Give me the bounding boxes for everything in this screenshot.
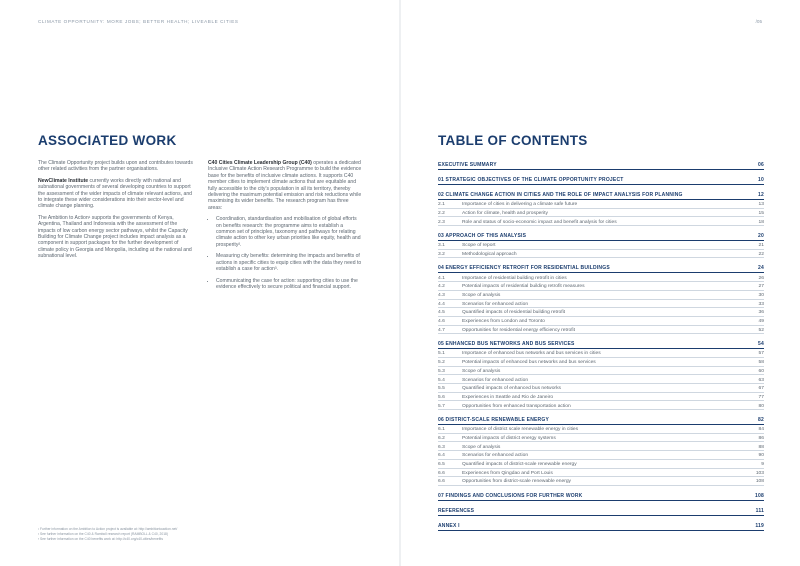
toc-entry-page: 60 [758,368,764,374]
toc-entry-num: 4.2 [438,284,445,290]
toc-section[interactable] [438,263,764,273]
toc-entry-num: 6.4 [438,453,445,459]
c40-bullet-list [208,216,363,290]
toc-entry-page: 57 [758,351,764,357]
toc-entry-title: Quantified impacts of residential building retrofit [462,310,566,316]
toc-section-title: 04 ENERGY EFFICIENCY RETROFIT FOR RESIDENTIAL BUILDINGS [438,265,610,272]
toc-section-page: 12 [758,192,764,198]
toc-entry[interactable] [438,326,764,335]
toc-entry[interactable] [438,250,764,259]
table-of-contents [438,160,764,531]
toc-entry-page: 58 [758,360,764,366]
toc-section-title: 03 APPROACH OF THIS ANALYSIS [438,233,527,240]
toc-entry-page: 49 [758,319,764,325]
toc-entry-num: 4.6 [438,319,445,325]
toc-section-page: 10 [758,177,764,183]
toc-entry-num: 5.1 [438,351,445,357]
toc-entry-page: 9 [761,462,764,467]
bullet-item: • Measuring city benefits: determining the impacts and benefits of actions in specific cities to equip cities with the data they need to establish a case for action³. [216,253,363,272]
toc-entry[interactable] [438,384,764,393]
toc-entry-page: 63 [758,377,764,383]
toc-entry-page: 22 [758,251,764,257]
toc-entry-page: 36 [758,310,764,316]
toc-entry[interactable] [438,451,764,460]
toc-entry-page: 52 [758,327,764,333]
toc-entry-num: 5.5 [438,386,445,392]
toc-entry[interactable] [438,358,764,367]
toc-section-page: 111 [755,507,764,514]
toc-section-page: 20 [758,233,764,240]
toc-entry[interactable] [438,209,764,218]
toc-section-title: 05 ENHANCED BUS NETWORKS AND BUS SERVICES [438,341,575,348]
toc-entry[interactable] [438,349,764,358]
toc-entry-page: 26 [758,275,764,281]
toc-section[interactable] [438,521,764,531]
toc-section-title: EXECUTIVE SUMMARY [438,162,497,168]
toc-entry-title: Opportunities from enhanced transportation action [462,403,571,409]
toc-entry-page: 77 [758,394,764,400]
toc-heading: TABLE OF CONTENTS [438,133,588,148]
newclimate-paragraph [38,178,193,210]
toc-entry[interactable] [438,308,764,317]
newclimate-name: NewClimate Institute [38,177,89,184]
toc-entry-num: 5.4 [438,377,445,383]
toc-section[interactable] [438,415,764,425]
toc-entry-num: 3.2 [438,251,445,257]
toc-entry-page: 103 [755,470,764,476]
bullet-item: • Coordination, standardisation and mobilisation of global efforts on benefits research: the programme aims to establish a common set of principles, taxonomy and pathways for relating climate action to other key urban priorities like equity, health and prosperity². [216,216,363,248]
toc-entry-title: Methodological approach [462,251,517,257]
toc-entry-page: 67 [758,386,764,392]
toc-entry-title: Potential impacts of district energy systems [462,435,556,441]
toc-entry[interactable] [438,217,764,226]
toc-section[interactable] [438,506,764,516]
toc-entry-title: Quantified impacts of enhanced bus networks [462,386,561,392]
toc-entry-page: 13 [758,202,764,208]
toc-section[interactable] [438,190,764,200]
toc-entry-title: Scope of report [462,243,496,249]
associated-work-heading: ASSOCIATED WORK [38,133,177,148]
toc-entry[interactable] [438,291,764,300]
toc-section-page: 24 [758,265,764,272]
toc-entry[interactable] [438,477,764,486]
c40-text: operates a dedicated Inclusive Climate Action Research Programme to build the evidence base for the benefits of inclusive climate actions. It supports C40 member cities to implement climate actions that are equitable and fully accessible to the city's population in all its territory, thereby delivering the maximum potential emission and risk reductions while maximising its wider benefits. The research program has three areas: [208,160,362,211]
toc-entry-num: 4.4 [438,301,445,307]
toc-entry-page: 84 [758,427,764,433]
c40-paragraph [208,160,363,211]
toc-entry-num: 5.2 [438,360,445,366]
toc-entry-title: Potential impacts of residential building retrofit measures [462,284,585,290]
footnote: ² See further information on the C40 & Ramboll research report (RAMBOLL & C40, 2018) [38,532,168,536]
toc-entry-title: Scenarios for enhanced action [462,453,529,459]
toc-entry[interactable] [438,469,764,478]
toc-entry-num: 5.7 [438,403,445,409]
toc-entry[interactable] [438,200,764,209]
toc-entry-num: 2.3 [438,219,445,225]
toc-entry-title: Experiences from Qingdao and Port Louis [462,470,553,476]
toc-section-title: ANNEX I [438,522,460,529]
toc-entry[interactable] [438,300,764,309]
toc-entry-num: 4.5 [438,310,445,316]
right-page [401,0,800,566]
toc-section-title: REFERENCES [438,507,475,514]
toc-section[interactable] [438,231,764,241]
toc-entry[interactable] [438,282,764,291]
page-number: /05 [755,19,762,24]
footnote: ¹ Further information on the Ambition to Action project is available at: http://ambitiontoaction.net/ [38,527,178,531]
toc-entry-title: Scenarios for enhanced action [462,377,529,383]
toc-entry[interactable] [438,434,764,443]
toc-entry[interactable] [438,317,764,326]
left-column [38,160,193,265]
toc-entry-title: Scope of analysis [462,368,501,374]
toc-entry-page: 18 [758,219,764,225]
toc-entry-title: Importance of cities in delivering a climate safe future [462,202,578,208]
toc-entry-page: 27 [758,284,764,290]
right-column [208,160,363,295]
toc-entry-num: 6.6 [438,479,445,485]
toc-entry[interactable] [438,367,764,376]
c40-name: C40 Cities Climate Leadership Group (C40) [208,160,312,166]
toc-entry-title: Experiences from London and Toronto [462,319,545,325]
toc-entry-num: 2.2 [438,210,445,216]
toc-entry-page: 30 [758,293,764,298]
toc-section-page: 119 [755,522,764,529]
toc-entry-page: 15 [758,210,764,216]
toc-entry[interactable] [438,393,764,402]
toc-entry-num: 6.3 [438,444,445,450]
toc-entry-title: Opportunities from district-scale renewable energy [462,479,572,485]
toc-entry-page: 80 [758,403,764,409]
toc-section-title: 01 STRATEGIC OBJECTIVES OF THE CLIMATE OPPORTUNITY PROJECT [438,177,624,183]
running-title: CLIMATE OPPORTUNITY: MORE JOBS; BETTER HEALTH; LIVEABLE CITIES [38,19,239,24]
left-page [0,0,399,566]
toc-entry[interactable] [438,241,764,250]
toc-entry-num: 6.1 [438,427,445,433]
toc-entry-title: Importance of enhanced bus networks and bus services in cities [462,351,601,357]
toc-entry-page: 88 [758,444,764,450]
toc-entry-num: 6.5 [438,462,445,467]
toc-entry-num: 5.6 [438,394,445,400]
toc-entry-num: 2.1 [438,202,445,208]
toc-section-page: 82 [758,417,764,424]
toc-entry-page: 108 [755,479,764,485]
toc-section[interactable] [438,491,764,501]
toc-section-page: 54 [758,341,764,348]
toc-entry[interactable] [438,425,764,434]
toc-entry-page: 21 [758,243,764,249]
toc-entry-num: 4.7 [438,327,445,333]
footnotes [38,527,238,542]
toc-entry[interactable] [438,401,764,410]
toc-entry-title: Scope of analysis [462,444,501,450]
toc-section[interactable] [438,175,764,185]
toc-entry-title: Importance of district scale renewable energy in cities [462,427,579,433]
newclimate-text: currently works directly with national and subnational governments of several developing countries to support the assessment of the wider impacts of climate relevant actions, and to integrate these wider considerations into their sector-level and climate change planning. [38,177,193,210]
toc-entry-title: Role and status of socio-economic impact and benefit analysis for cities [462,219,617,225]
toc-entry-num: 4.1 [438,275,445,281]
toc-entry-num: 3.1 [438,243,445,249]
toc-entry-num: 4.3 [438,293,445,298]
toc-entry-title: Experiences in Seattle and Rio de Janeiro [462,394,554,400]
toc-section-title: 07 FINDINGS AND CONCLUSIONS FOR FURTHER WORK [438,492,583,499]
toc-entry-num: 6.2 [438,435,445,441]
toc-entry-title: Scenarios for enhanced action [462,301,529,307]
toc-section-page: 108 [755,492,764,499]
toc-entry[interactable] [438,375,764,384]
toc-section[interactable] [438,339,764,349]
toc-section-title: 06 DISTRICT-SCALE RENEWABLE ENERGY [438,417,549,424]
toc-entry[interactable] [438,442,764,451]
ambition-paragraph: The Ambition to Action¹ supports the governments of Kenya, Argentina, Thailand and Indonesia with the assessment of the impacts of low carbon energy sector pathways, whilst the Capacity Building for Climate Change project includes impact analysis as a component in support packages for the further development of climate policy in Georgia and Mongolia, including at the national and subnational level. [38,214,192,260]
bullet-item: • Communicating the case for action: supporting cities to use the evidence effectively to secure political and financial support. [216,278,363,291]
toc-section-title: 02 CLIMATE CHANGE ACTION IN CITIES AND THE ROLE OF IMPACT ANALYSIS FOR PLANNING [438,192,683,198]
intro-paragraph: The Climate Opportunity project builds upon and contributes towards other related activities from the partner organisations. [38,160,193,173]
toc-entry-page: 33 [758,301,764,307]
toc-entry-num: 5.3 [438,368,445,374]
toc-section[interactable] [438,160,764,170]
toc-entry-num: 6.6 [438,470,445,476]
toc-entry-title: Opportunities for residential energy efficiency retrofit [462,327,575,333]
toc-entry-page: 90 [758,453,764,459]
toc-entry-title: Scope of analysis [462,293,501,298]
toc-section-page: 06 [758,162,764,168]
toc-entry-page: 86 [758,435,764,441]
footnote: ³ See further information on the C40 benefits work at: http://c40.org/c40-cities/benefits [38,537,163,541]
toc-entry-title: Potential impacts of enhanced bus networks and bus services [462,360,596,366]
toc-entry-title: Action for climate, health and prosperity [462,210,548,216]
toc-entry-title: Importance of residential building retrofit in cities [462,275,567,281]
toc-entry[interactable] [438,273,764,282]
toc-entry[interactable] [438,460,764,469]
toc-entry-title: Quantified impacts of district-scale renewable energy [462,462,577,467]
